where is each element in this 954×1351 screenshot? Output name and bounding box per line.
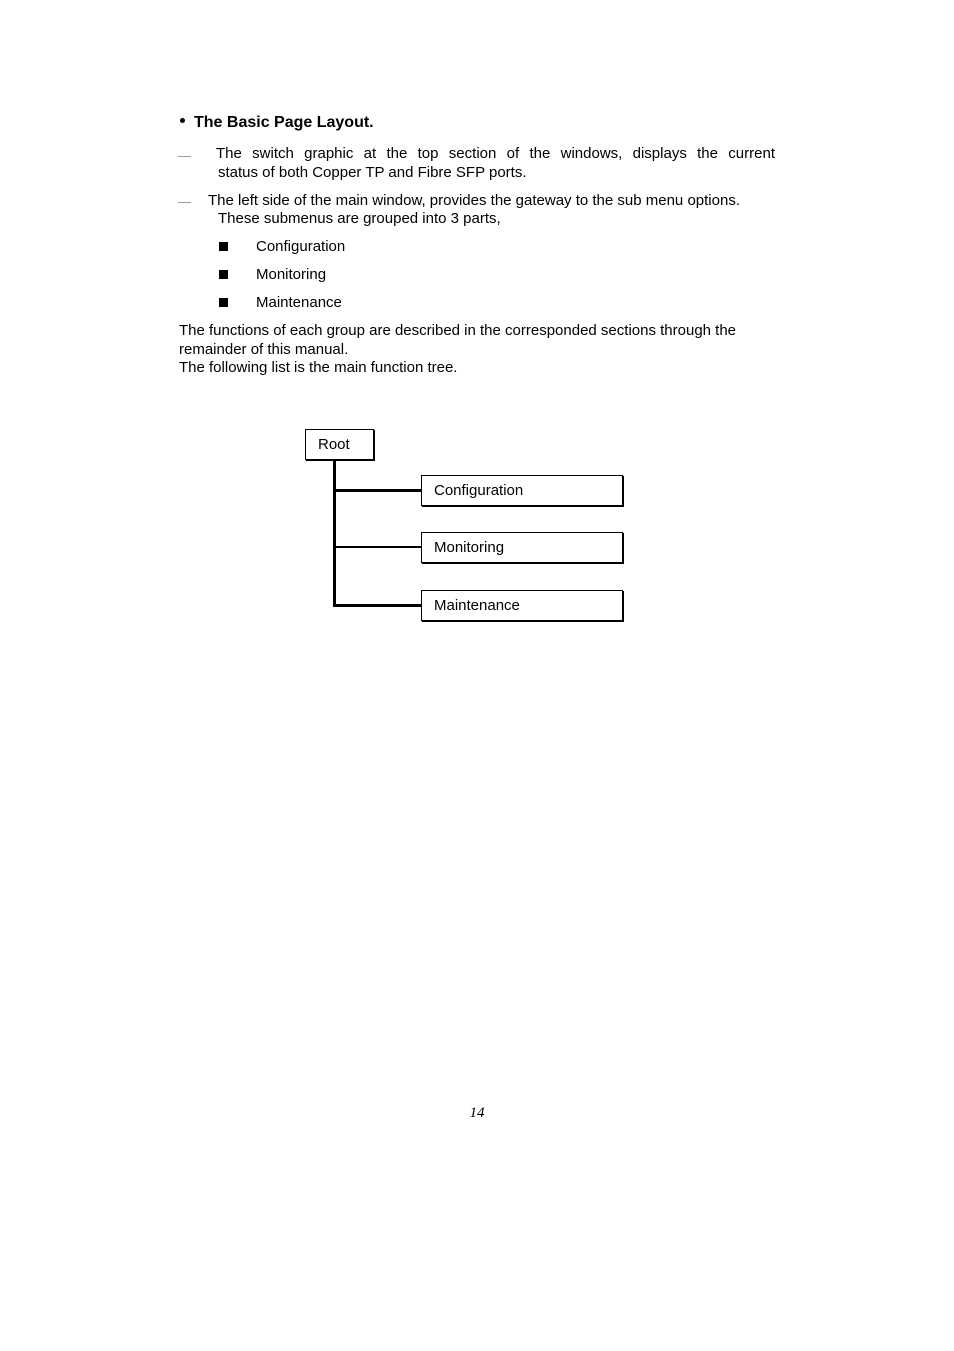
submenu-item-maintenance: Maintenance: [256, 294, 342, 311]
tree-trunk-line: [333, 461, 336, 607]
tree-branch-line: [333, 604, 421, 607]
submenu-item-configuration: Configuration: [256, 238, 346, 255]
tree-node-root-label: Root: [318, 435, 350, 453]
section-heading: [180, 114, 374, 132]
tree-node-configuration: [421, 475, 623, 506]
description-line-1: The functions of each group are described in the corresponded sections through the: [179, 322, 737, 339]
tree-node-monitoring: [421, 532, 623, 563]
bullet-1-line-2: status of both Copper TP and Fibre SFP ports.: [218, 164, 527, 181]
dash-bullet-icon: [178, 156, 191, 157]
bullet-1-line-1: The switch graphic at the top section of the windows, displays the current: [216, 145, 775, 162]
square-bullet-icon: [219, 242, 228, 251]
dash-bullet-icon: [178, 202, 191, 203]
tree-node-maintenance-label: Maintenance: [434, 596, 520, 614]
bullet-2-line-2: These submenus are grouped into 3 parts,: [218, 210, 501, 227]
description-line-2: remainder of this manual.: [179, 341, 349, 358]
section-heading-text: The Basic Page Layout.: [194, 114, 374, 131]
square-bullet-icon: [219, 270, 228, 279]
submenu-item-monitoring: Monitoring: [256, 266, 327, 283]
tree-node-monitoring-label: Monitoring: [434, 538, 505, 556]
bullet-2-line-1: The left side of the main window, provides the gateway to the sub menu options.: [208, 192, 740, 209]
tree-node-maintenance: [421, 590, 623, 621]
description-line-3: The following list is the main function tree.: [179, 359, 458, 376]
bullet-dot-icon: [180, 118, 185, 123]
tree-node-configuration-label: Configuration: [434, 481, 524, 499]
tree-node-root: [305, 429, 374, 460]
page-number: 14: [469, 1105, 485, 1121]
square-bullet-icon: [219, 298, 228, 307]
tree-branch-line: [333, 546, 421, 548]
tree-branch-line: [333, 489, 421, 492]
